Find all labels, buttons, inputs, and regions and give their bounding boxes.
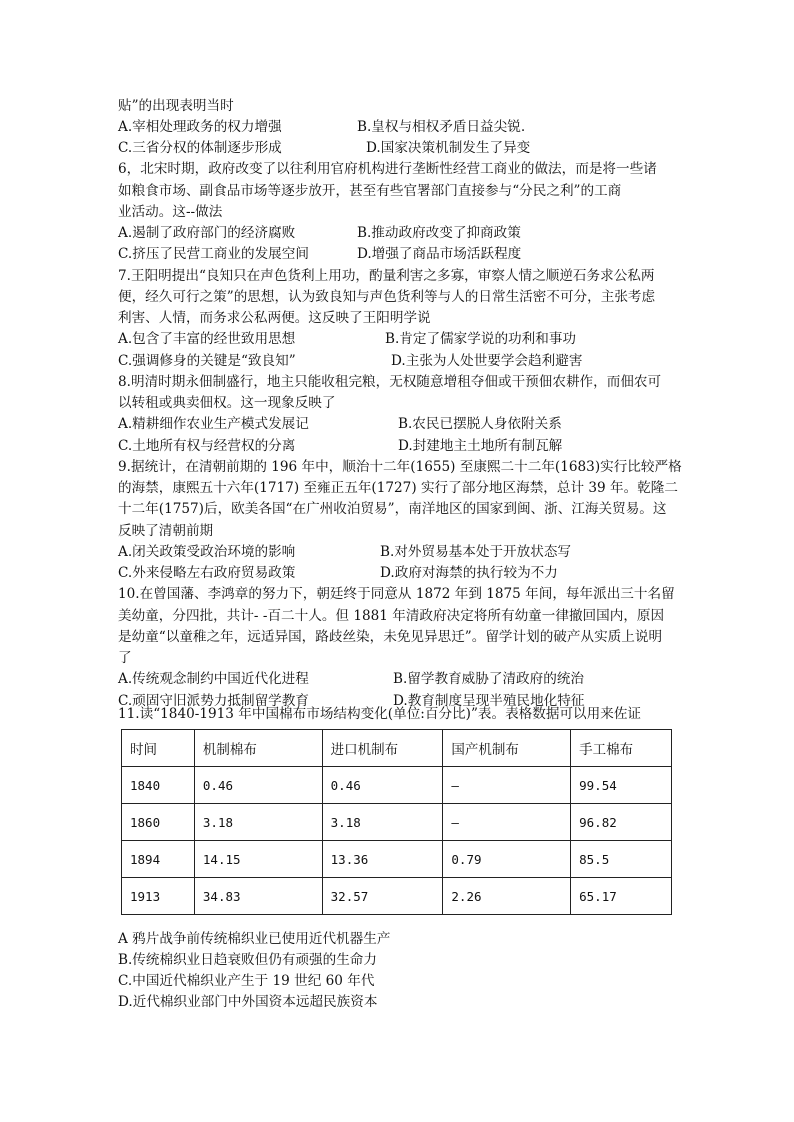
q6-stem-line3: 业活动。这--做法 [118,204,223,220]
q10-stem-line1: 10.在曾国藩、李鸿章的努力下，朝廷终于同意从 1872 年到 1875 年间，每年派出三十名留 [118,586,675,602]
q8-option-a: A.精耕细作农业生产模式发展记 [118,416,309,432]
q9-stem-line4: 反映了清朝前期 [118,523,214,539]
header-domestic-machine-cloth: 国产机制布 [443,730,571,767]
table-cell: 0.46 [194,767,322,804]
q5-option-b: B.皇权与相权矛盾日益尖锐. [357,119,526,135]
q5-option-a: A.宰相处理政务的权力增强 [118,119,282,135]
q9-option-b: B.对外贸易基本处于开放状态写 [380,544,572,560]
table-cell: 14.15 [194,841,322,878]
header-year: 时间 [122,730,195,767]
q9-option-a: A.闭关政策受政治环境的影响 [118,544,296,560]
q10-stem-line3: 是幼童“以童稚之年，远适异国，路歧丝染，未免见异思迁”。留学计划的破产从实质上说明 [118,629,663,645]
table-cell: 13.36 [322,841,443,878]
table-cell: 1894 [122,841,195,878]
q10-stem-line4: 了 [118,650,132,666]
q9-option-d: D.政府对海禁的执行较为不力 [380,565,558,581]
table-cell: 0.46 [322,767,443,804]
q8-stem-line1: 8.明清时期永佃制盛行，地主只能收租完粮，无权随意增租夺佃或干预佃农耕作，而佃农可 [118,374,662,390]
cotton-market-table [121,729,672,915]
table-cell: 0.79 [443,841,571,878]
q8-stem-line2: 以转租或典卖佃权。这一现象反映了 [118,395,336,411]
header-imported-machine-cloth: 进口机制布 [322,730,443,767]
table-row [122,878,672,915]
q7-option-d: D.主张为人处世要学会趋利避害 [391,353,583,369]
table-cell: 65.17 [571,878,672,915]
q11-option-a: A 鸦片战争前传统棉织业已使用近代机器生产 [118,931,391,947]
table-cell: — [443,804,571,841]
table-cell: 2.26 [443,878,571,915]
header-machine-cloth: 机制棉布 [194,730,322,767]
table-cell: 1840 [122,767,195,804]
q7-stem-line3: 利害、人情，而务求公私两便。这反映了王阳明学说 [118,310,431,326]
q5-stem-tail: 贴”的出现表明当时 [118,98,234,114]
q6-option-d: D.增强了商品市场活跃程度 [357,246,522,262]
q9-option-c: C.外来侵略左右政府贸易政策 [118,565,296,581]
q11-option-d: D.近代棉织业部门中外国资本远超民族资本 [118,994,378,1010]
q5-option-d: D.国家决策机制发生了异变 [366,140,531,156]
q9-stem-line3: 十二年(1757)后，欧美各国“在广州收泊贸易”，南洋地区的国家到闽、浙、江海关贸易。这 [118,501,667,517]
q6-option-a: A.遏制了政府部门的经济腐败 [118,225,296,241]
table-cell: 1913 [122,878,195,915]
table-row [122,841,672,878]
q7-option-b: B.肯定了儒家学说的功利和事功 [385,331,577,347]
q7-option-a: A.包含了丰富的经世致用思想 [118,331,296,347]
q7-stem-line1: 7.王阳明提出“良知只在声色货利上用功，酌量利害之多寡，审察人情之顺逆石务求公私两 [118,268,655,284]
q11-stem: 11.读“1840-1913 年中国棉布市场结构变化(单位:百分比)”表。表格数据可以用来佐证 [118,706,642,722]
table-row [122,804,672,841]
table-cell: — [443,767,571,804]
table-cell: 34.83 [194,878,322,915]
q8-option-c: C.土地所有权与经营权的分离 [118,438,296,454]
table-row [122,767,672,804]
q8-option-b: B.农民已摆脱人身依附关系 [398,416,562,432]
table-cell: 85.5 [571,841,672,878]
table-cell: 99.54 [571,767,672,804]
q10-option-c: C.顽固守旧派势力抵制留学教育 [118,693,309,709]
table-cell: 3.18 [194,804,322,841]
q9-stem-line1: 9.据统计，在清朝前期的 196 年中，顺治十二年(1655) 至康熙二十二年(1683)实行比较严格 [118,459,682,475]
table-cell: 3.18 [322,804,443,841]
q6-stem-line1: 6，北宋时期，政府改变了以往利用官府机构进行垄断性经营工商业的做法，而是将一些诸 [118,161,657,177]
q10-stem-line2: 美幼童，分四批，共计- -百二十人。但 1881 年清政府决定将所有幼童一律撤回国内，原因 [118,608,665,624]
q11-option-b: B.传统棉织业日趋衰败但仍有顽强的生命力 [118,952,377,968]
table-cell: 96.82 [571,804,672,841]
q10-option-a: A.传统观念制约中国近代化进程 [118,671,309,687]
table-cell: 32.57 [322,878,443,915]
header-handmade-cloth: 手工棉布 [571,730,672,767]
q6-option-b: B.推动政府改变了抑商政策 [357,225,521,241]
q10-option-d: D.教育制度呈现半殖民地化特征 [393,693,585,709]
table-cell: 1860 [122,804,195,841]
q5-option-c: C.三省分权的体制逐步形成 [118,140,282,156]
q9-stem-line2: 的海禁，康熙五十六年(1717) 至雍正五年(1727) 实行了部分地区海禁，总计 39 年。乾隆二 [118,480,678,496]
q8-option-d: D.封建地主土地所有制瓦解 [398,438,563,454]
q10-option-b: B.留学教育威胁了清政府的统治 [393,671,585,687]
q6-stem-line2: 如粮食市场、副食品市场等逐步放开，甚至有些官署部门直接参与“分民之利”的工商 [118,183,622,199]
table-header-row [122,730,672,767]
q7-option-c: C.强调修身的关键是“致良知” [118,353,296,369]
q6-option-c: C.挤压了民营工商业的发展空间 [118,246,309,262]
q7-stem-line2: 便，经久可行之策”的思想，认为致良知与声色货利等与人的日常生活密不可分，主张考虑 [118,289,656,305]
q11-option-c: C.中国近代棉织业产生于 19 世纪 60 年代 [118,973,375,989]
